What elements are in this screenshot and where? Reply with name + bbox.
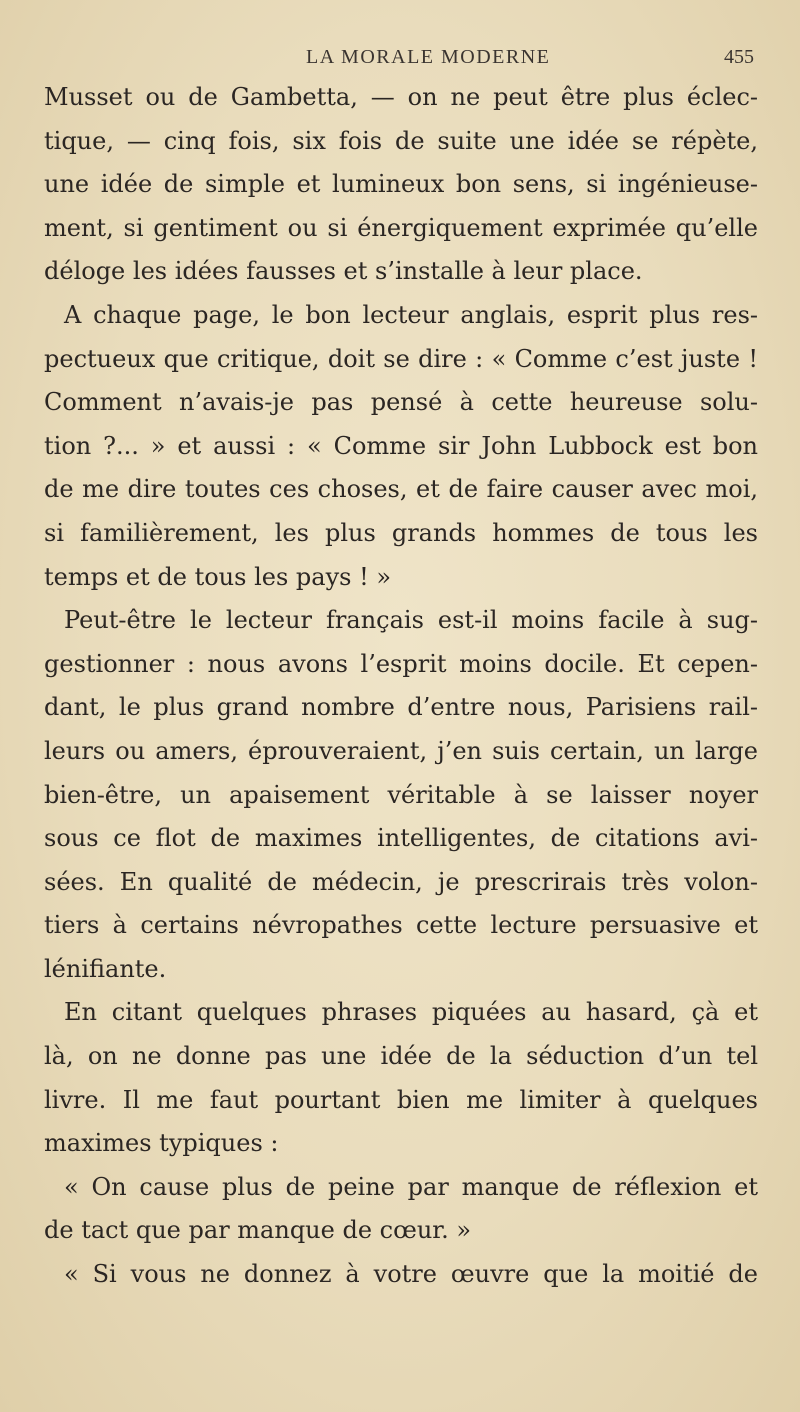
text-line: A chaque page, le bon lecteur anglais, esprit plus res- xyxy=(64,300,758,329)
text-line: gestionner : nous avons l’esprit moins docile. Et cepen- xyxy=(44,649,758,678)
text-line: ment, si gentiment ou si énergiquement exprimée qu’elle xyxy=(44,213,758,242)
text-line: déloge les idées fausses et s’installe à leur place. xyxy=(44,257,643,286)
text-line: Peut-être le lecteur français est-il moins facile à sug- xyxy=(64,606,758,635)
text-line: de tact que par manque de cœur. » xyxy=(44,1216,472,1245)
text-line: tion ?... » et aussi : « Comme sir John Lubbock est bon xyxy=(44,431,758,460)
body-text xyxy=(44,76,758,1297)
running-title: LA MORALE MODERNE xyxy=(306,46,551,68)
text-line: En citant quelques phrases piquées au hasard, çà et xyxy=(64,998,758,1027)
text-line: bien-être, un apaisement véritable à se laisser noyer xyxy=(44,780,758,809)
text-line: temps et de tous les pays ! » xyxy=(44,562,392,591)
text-line: si familièrement, les plus grands hommes de tous les xyxy=(44,518,758,547)
text-line: dant, le plus grand nombre d’entre nous, Parisiens rail- xyxy=(44,693,758,722)
text-line: leurs ou amers, éprouveraient, j’en suis certain, un large xyxy=(44,736,758,765)
text-line: Musset ou de Gambetta, — on ne peut être plus éclec- xyxy=(44,83,758,111)
text-line: « Si vous ne donnez à votre œuvre que la moitié de xyxy=(64,1260,758,1289)
text-line: « On cause plus de peine par manque de réflexion et xyxy=(64,1172,758,1201)
text-line: de me dire toutes ces choses, et de faire causer avec moi, xyxy=(44,475,758,504)
text-line: pectueux que critique, doit se dire : « Comme c’est juste ! xyxy=(44,344,758,373)
text-line: là, on ne donne pas une idée de la séduction d’un tel xyxy=(44,1042,758,1071)
text-line: livre. Il me faut pourtant bien me limiter à quelques xyxy=(44,1085,758,1114)
text-line: une idée de simple et lumineux bon sens, si ingénieuse- xyxy=(44,170,758,199)
text-line: Comment n’avais-je pas pensé à cette heureuse solu- xyxy=(44,388,758,417)
text-line: maximes typiques : xyxy=(44,1129,279,1158)
text-line: tiers à certains névropathes cette lecture persuasive et xyxy=(44,911,758,940)
text-line: sous ce flot de maximes intelligentes, de citations avi- xyxy=(44,824,758,853)
text-line: tique, — cinq fois, six fois de suite une idée se répète, xyxy=(44,126,758,155)
page-number: 455 xyxy=(724,46,754,68)
page-header xyxy=(0,46,800,76)
text-line: sées. En qualité de médecin, je prescrirais très volon- xyxy=(44,867,758,896)
text-line: lénifiante. xyxy=(44,954,167,983)
